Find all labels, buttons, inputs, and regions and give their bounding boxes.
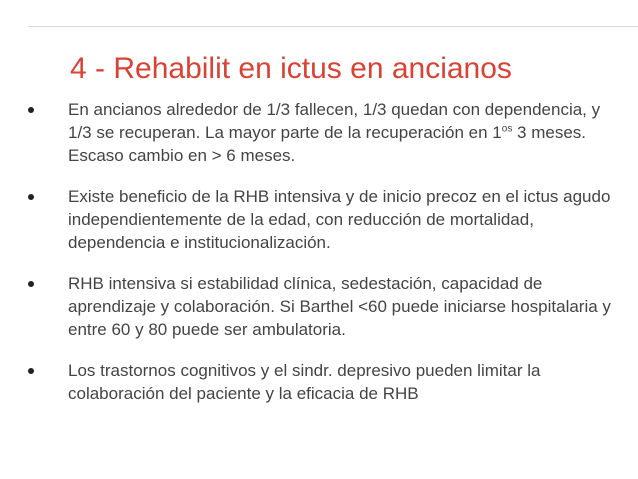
bullet-text: RHB intensiva si estabilidad clínica, sedestación, capacidad de aprendizaje y colaboración. Si Barthel <60 puede iniciarse hospitalaria y entre 60 y 80 puede ser ambulatoria.	[68, 274, 611, 339]
bullet-text-post: 3 meses. Escaso cambio en > 6 meses.	[68, 123, 587, 165]
bullet-item	[28, 98, 618, 167]
bullet-text: Existe beneficio de la RHB intensiva y de inicio precoz en el ictus agudo independientemente de la edad, con reducción de mortalidad, dependencia e institucionalización.	[68, 187, 611, 252]
bullet-dot-icon	[28, 281, 34, 287]
bullet-text: Los trastornos cognitivos y el sindr. depresivo pueden limitar la colaboración del paciente y la eficacia de RHB	[68, 361, 541, 403]
bullet-item	[28, 272, 618, 341]
bullet-text-pre: En ancianos alrededor de 1/3 fallecen, 1/3 quedan con dependencia, y 1/3 se recuperan. La mayor parte de la recuperación en 1	[68, 100, 601, 142]
bullet-superscript: os	[501, 123, 513, 135]
bullet-dot-icon	[28, 107, 34, 113]
top-divider	[28, 26, 638, 27]
bullet-dot-icon	[28, 368, 34, 374]
bullet-item	[28, 185, 618, 254]
slide-title: 4 - Rehabilit en ictus en ancianos	[70, 52, 512, 85]
bullet-text	[68, 98, 618, 167]
bullet-list	[28, 98, 618, 423]
bullet-item	[28, 359, 618, 405]
bullet-dot-icon	[28, 194, 34, 200]
